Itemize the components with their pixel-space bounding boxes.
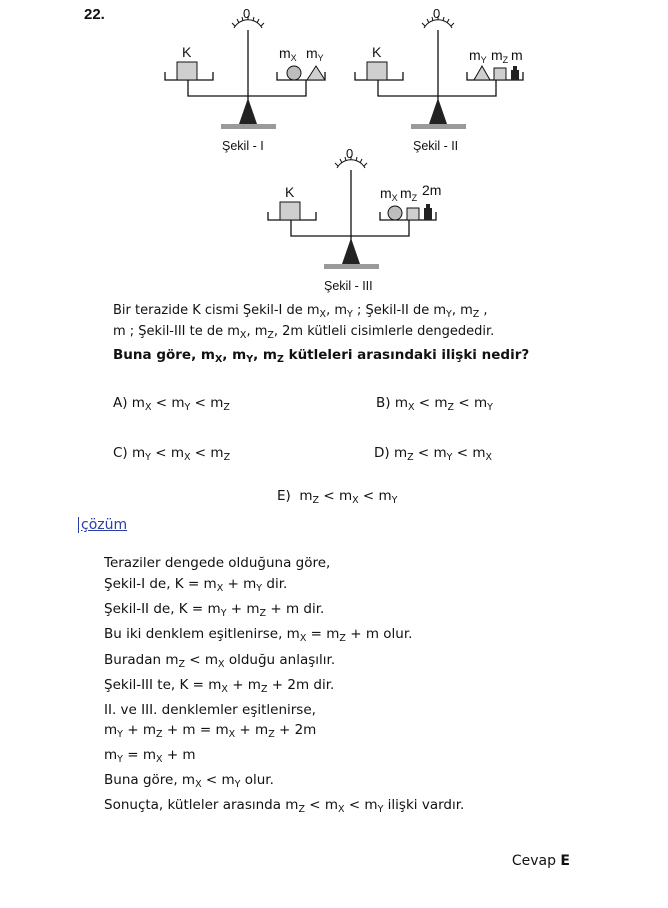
solution-line: Şekil-II de, $K = m_Y + m_Z + m$ dir. [104, 601, 325, 619]
k-label: K [182, 44, 192, 60]
balance-figure-1 [155, 4, 330, 154]
svg-text:mY: mY [469, 47, 487, 65]
zero-mark: 0 [243, 6, 251, 21]
question-line-1: Bir terazide K cismi Şekil-I de $m_X$, $m_Y$ ; Şekil-II de $m_Y$, $m_Z$ , [113, 303, 488, 320]
solution-line: Şekil-I de, $K = m_X + m_Y$ dir. [104, 576, 288, 594]
question-ask: Buna göre, $m_X$, $m_Y$, $m_Z$ kütleleri arasındaki ilişki nedir? [113, 347, 530, 365]
solution-line: Buna göre, $m_X < m_Y$ olur. [104, 772, 274, 790]
svg-text:mZ: mZ [491, 47, 509, 65]
solution-line: $m_Y = m_X + m$ [104, 747, 196, 765]
solution-line: Şekil-III te, $K = m_X + m_Z + 2m$ dir. [104, 677, 335, 695]
question-number: 22. [84, 6, 105, 23]
solution-link[interactable]: çözüm [78, 517, 127, 533]
answer-label: Cevap [511, 853, 556, 869]
2m-label: 2m [422, 182, 442, 198]
svg-text:mX: mX [279, 45, 297, 63]
option-a[interactable]: A) $m_X < m_Y < m_Z$ [113, 395, 230, 413]
solution-line: Teraziler dengede olduğuna göre, [104, 555, 331, 571]
balance-figure-2 [345, 4, 535, 154]
option-b[interactable]: B) $m_X < m_Z < m_Y$ [376, 395, 493, 413]
k-label: K [285, 184, 295, 200]
solution-line: $m_Y + m_Z + m = m_X + m_Z + 2m$ [104, 722, 317, 740]
solution-line: Buradan $m_Z < m_X$ olduğu anlaşılır. [104, 652, 336, 670]
solution-line: Bu iki denklem eşitlenirse, $m_X = m_Z + m$ olur. [104, 626, 413, 644]
option-d[interactable]: D) $m_Z < m_Y < m_X$ [374, 445, 493, 463]
m-label: m [511, 47, 523, 63]
question-line-2: m ; Şekil-III te de $m_X$, $m_Z$, 2m kütleli cisimlerle dengededir. [113, 324, 495, 341]
answer-letter: E [560, 853, 570, 869]
option-e[interactable]: E) $m_Z < m_X < m_Y$ [277, 488, 398, 506]
figure-caption: Şekil - I [222, 139, 264, 153]
zero-mark: 0 [433, 6, 441, 21]
answer [512, 853, 570, 869]
figure-caption: Şekil - III [324, 279, 373, 293]
option-c[interactable]: C) $m_Y < m_X < m_Z$ [113, 445, 231, 463]
k-label: K [372, 44, 382, 60]
svg-text:mX: mX [380, 185, 398, 203]
svg-text:mZ: mZ [400, 185, 418, 203]
svg-text:mY: mY [306, 45, 324, 63]
solution-line: II. ve III. denklemler eşitlenirse, [104, 702, 316, 718]
solution-line: Sonuçta, kütleler arasında $m_Z < m_X < m_Y$ ilişki vardır. [104, 797, 465, 815]
zero-mark: 0 [346, 146, 354, 161]
figure-caption: Şekil - II [413, 139, 459, 153]
balance-figure-3 [258, 144, 448, 294]
